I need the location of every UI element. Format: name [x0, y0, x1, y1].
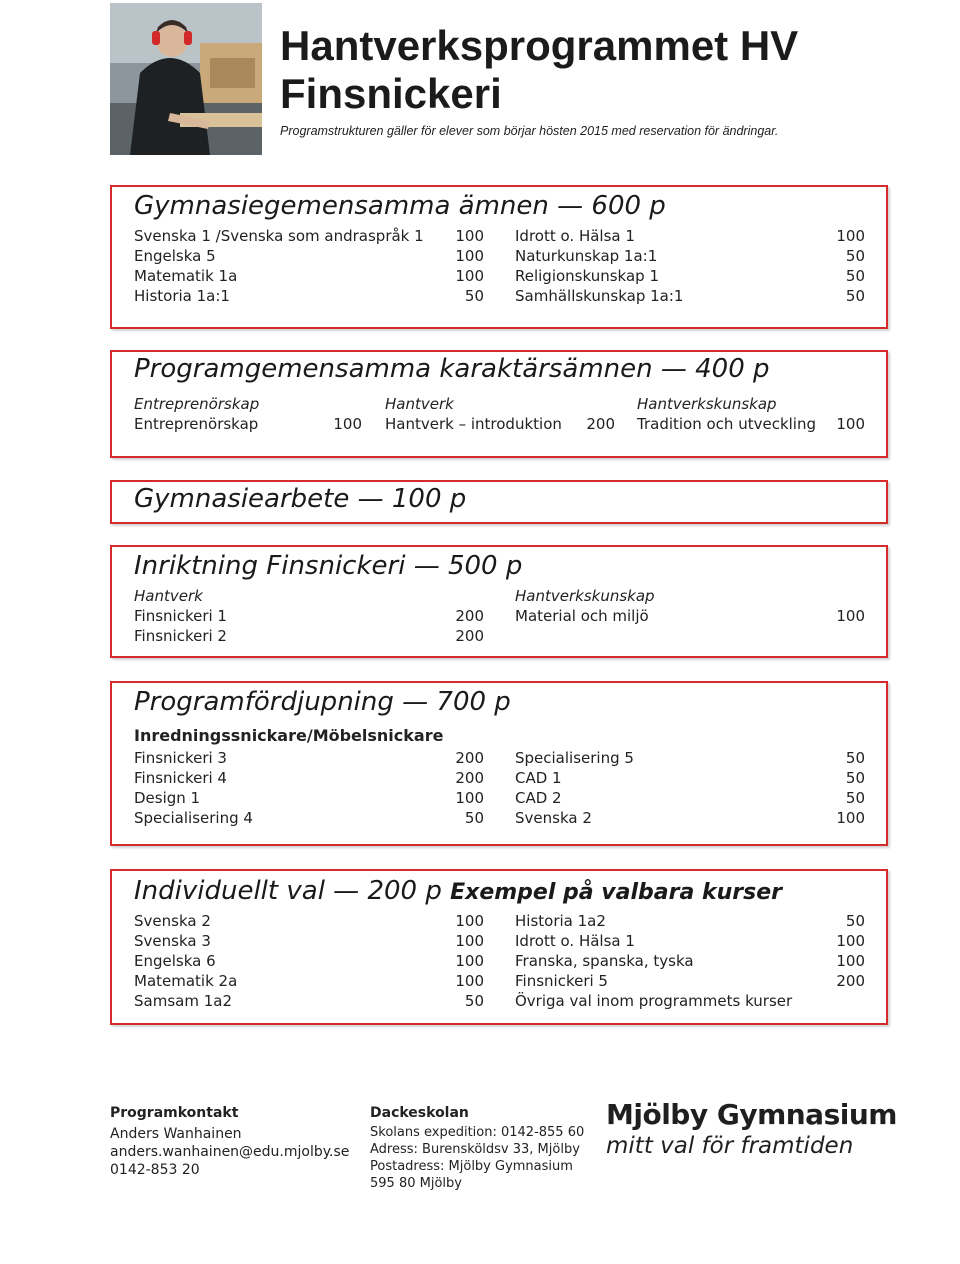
course-row — [134, 749, 484, 767]
course-name: Matematik 1a — [134, 267, 238, 285]
course-row — [515, 789, 865, 807]
section-heading: Gymnasiegemensamma ämnen — 600 p — [134, 191, 666, 221]
course-points: 50 — [845, 267, 865, 285]
course-points: 100 — [836, 809, 865, 827]
course-name: Svenska 2 — [515, 809, 592, 827]
course-name: Finsnickeri 3 — [134, 749, 227, 767]
course-row — [134, 287, 484, 305]
school-line: 595 80 Mjölby — [370, 1176, 462, 1191]
course-name: Entreprenörskap — [134, 415, 259, 433]
contact-email[interactable]: anders.wanhainen@edu.mjolby.se — [110, 1144, 350, 1160]
course-row — [515, 972, 865, 990]
section-prog-common — [110, 350, 888, 458]
course-name: Tradition och utveckling — [637, 415, 816, 433]
course-row — [515, 607, 865, 625]
course-points: 100 — [836, 607, 865, 625]
course-row — [134, 932, 484, 950]
course-points: 200 — [455, 769, 484, 787]
section-inriktning — [110, 545, 888, 658]
course-points: 200 — [455, 749, 484, 767]
course-row — [134, 912, 484, 930]
course-row — [515, 809, 865, 827]
page-subtitle: Programstrukturen gäller för elever som börjar hösten 2015 med reservation för ändringar. — [280, 124, 779, 138]
column-subheading: Hantverkskunskap — [637, 395, 777, 413]
contact-block — [110, 1105, 349, 1179]
course-row — [385, 415, 615, 433]
course-row — [515, 992, 865, 1010]
course-points: 100 — [455, 932, 484, 950]
course-row — [134, 769, 484, 787]
course-points: 50 — [464, 287, 484, 305]
course-points: 200 — [455, 627, 484, 645]
course-name: Engelska 5 — [134, 247, 216, 265]
student-photo — [110, 3, 262, 155]
course-points: 100 — [836, 227, 865, 245]
course-points: 100 — [836, 415, 865, 433]
course-row — [515, 287, 865, 305]
course-points: 50 — [845, 749, 865, 767]
course-row — [515, 749, 865, 767]
course-row — [134, 972, 484, 990]
course-points: 200 — [586, 415, 615, 433]
course-name: Finsnickeri 4 — [134, 769, 227, 787]
contact-name: Anders Wanhainen — [110, 1126, 242, 1142]
course-name: Idrott o. Hälsa 1 — [515, 227, 635, 245]
course-row — [134, 809, 484, 827]
school-logo-name: Mjölby Gymnasium — [606, 1098, 897, 1131]
course-name: Idrott o. Hälsa 1 — [515, 932, 635, 950]
course-name: Svenska 3 — [134, 932, 211, 950]
column-subheading: Hantverk — [134, 587, 203, 605]
course-name: Franska, spanska, tyska — [515, 952, 694, 970]
course-name: Hantverk – introduktion — [385, 415, 562, 433]
course-name: Svenska 1 /Svenska som andraspråk 1 — [134, 227, 424, 245]
course-points: 50 — [464, 992, 484, 1010]
course-row — [134, 952, 484, 970]
page-title: Hantverksprogrammet HV Finsnickeri — [280, 22, 799, 117]
course-points: 100 — [455, 972, 484, 990]
course-name: Material och miljö — [515, 607, 649, 625]
course-name: Finsnickeri 2 — [134, 627, 227, 645]
course-row — [515, 227, 865, 245]
course-name: Naturkunskap 1a:1 — [515, 247, 658, 265]
section-gym-common — [110, 185, 888, 329]
course-row — [515, 932, 865, 950]
course-row — [515, 247, 865, 265]
school-line: Postadress: Mjölby Gymnasium — [370, 1159, 573, 1174]
course-points: 50 — [845, 287, 865, 305]
section-heading: Inriktning Finsnickeri — 500 p — [134, 551, 523, 581]
course-row — [637, 415, 865, 433]
course-row — [134, 227, 484, 245]
course-points: 100 — [455, 789, 484, 807]
school-line: Skolans expedition: 0142-855 60 — [370, 1125, 585, 1140]
column-subheading: Hantverkskunskap — [515, 587, 655, 605]
course-name: Samsam 1a2 — [134, 992, 232, 1010]
course-points: 50 — [845, 912, 865, 930]
school-logo-tagline: mitt val för framtiden — [606, 1133, 854, 1159]
course-name: Specialisering 5 — [515, 749, 634, 767]
course-points: 200 — [836, 972, 865, 990]
course-name: Övriga val inom programmets kurser — [515, 992, 793, 1010]
course-points: 50 — [464, 809, 484, 827]
course-name: Design 1 — [134, 789, 201, 807]
section-heading: Gymnasiearbete — 100 p — [134, 484, 467, 514]
school-title: Dackeskolan — [370, 1105, 469, 1121]
school-block — [370, 1105, 584, 1192]
course-points: 100 — [836, 952, 865, 970]
course-name: CAD 1 — [515, 769, 562, 787]
course-name: Svenska 2 — [134, 912, 211, 930]
course-row — [134, 627, 484, 645]
course-points: 200 — [455, 607, 484, 625]
course-points: 100 — [333, 415, 362, 433]
school-line: Adress: Burensköldsv 33, Mjölby — [370, 1142, 580, 1157]
course-row — [134, 415, 362, 433]
course-row — [515, 267, 865, 285]
course-points: 50 — [845, 789, 865, 807]
course-name: Finsnickeri 5 — [515, 972, 608, 990]
course-name: Finsnickeri 1 — [134, 607, 227, 625]
course-name: Matematik 2a — [134, 972, 238, 990]
course-name: Samhällskunskap 1a:1 — [515, 287, 684, 305]
course-row — [515, 952, 865, 970]
column-subheading: Entreprenörskap — [134, 395, 260, 413]
course-row — [134, 789, 484, 807]
course-points: 100 — [455, 227, 484, 245]
course-name: CAD 2 — [515, 789, 562, 807]
section-heading: Programfördjupning — 700 p — [134, 687, 511, 717]
section-fordjupning — [110, 681, 888, 846]
course-points: 100 — [455, 247, 484, 265]
course-row — [134, 247, 484, 265]
section-individuellt — [110, 869, 888, 1025]
course-points: 100 — [836, 932, 865, 950]
course-row — [515, 769, 865, 787]
course-row — [134, 992, 484, 1010]
course-points: 100 — [455, 952, 484, 970]
column-subheading: Inredningssnickare/Möbelsnickare — [134, 726, 444, 745]
course-name: Historia 1a:1 — [134, 287, 230, 305]
contact-title: Programkontakt — [110, 1105, 239, 1121]
course-points: 50 — [845, 247, 865, 265]
section-heading: Individuellt val — 200 p Exempel på valbara kurser — [134, 876, 782, 906]
course-points: 50 — [845, 769, 865, 787]
section-gymnasiearbete — [110, 480, 888, 524]
section-heading: Programgemensamma karaktärsämnen — 400 p — [134, 354, 770, 384]
course-name: Specialisering 4 — [134, 809, 253, 827]
course-points: 100 — [455, 912, 484, 930]
contact-phone: 0142-853 20 — [110, 1162, 200, 1178]
course-row — [515, 912, 865, 930]
course-name: Engelska 6 — [134, 952, 216, 970]
course-points: 100 — [455, 267, 484, 285]
course-row — [134, 267, 484, 285]
course-name: Historia 1a2 — [515, 912, 606, 930]
course-row — [134, 607, 484, 625]
column-subheading: Hantverk — [385, 395, 454, 413]
course-name: Religionskunskap 1 — [515, 267, 660, 285]
